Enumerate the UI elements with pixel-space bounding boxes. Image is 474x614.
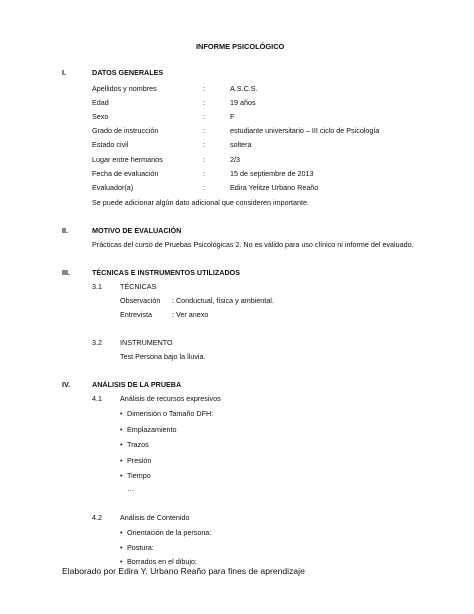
field-label: Lugar entre hermanos	[92, 155, 163, 164]
field-label: Apellidos y nombres	[92, 84, 157, 93]
section-note: Se puede adicionar algún dato adicional que consideren importante.	[92, 198, 309, 207]
section-number: IV.	[62, 380, 71, 389]
field-label: Grado de instrucción	[92, 126, 159, 135]
subsection-heading: Análisis de Contenido	[120, 513, 190, 522]
bullet-item: Emplazamiento	[127, 425, 177, 434]
bullet-icon: •	[120, 543, 123, 552]
bullet-icon: •	[120, 456, 123, 465]
field-value: soltera	[230, 140, 252, 149]
bullet-item: Borrados en el dibujo:	[127, 557, 197, 566]
bullet-item: Dimensión o Tamaño DFH:	[127, 409, 214, 418]
field-label: Estado civil	[92, 140, 129, 149]
field-value: F	[230, 112, 235, 121]
bullet-item: Tiempo	[127, 471, 151, 480]
field-value: 19 años	[230, 98, 256, 107]
field-separator: :	[203, 84, 205, 93]
bullet-icon: •	[120, 409, 123, 418]
field-separator: :	[203, 140, 205, 149]
field-separator: :	[203, 112, 205, 121]
section-heading: MOTIVO DE EVALUACIÓN	[92, 226, 182, 235]
bullet-icon: •	[120, 425, 123, 434]
technique-label: Entrevista	[120, 310, 152, 319]
field-separator: :	[203, 169, 205, 178]
field-separator: :	[203, 183, 205, 192]
subsection-heading: Análisis de recursos expresivos	[120, 394, 221, 403]
bullet-icon: •	[120, 440, 123, 449]
technique-label: Observación	[120, 296, 161, 305]
field-separator: :	[203, 126, 205, 135]
field-label: Evaluador(a)	[92, 183, 134, 192]
bullet-icon: •	[120, 528, 123, 537]
field-value: estudiante universitario – III ciclo de Psicología	[230, 126, 380, 135]
field-value: Edira Yelitze Urbano Reaño	[230, 183, 319, 192]
bullet-item: Trazos	[127, 440, 149, 449]
bullet-item: Postura:	[127, 543, 154, 552]
subsection-number: 3.2	[92, 338, 102, 347]
subsection-heading: INSTRUMENTO	[120, 338, 173, 347]
field-value: 2/3	[230, 155, 240, 164]
subsection-number: 4.2	[92, 513, 102, 522]
section-number: III.	[62, 268, 70, 277]
field-value: 15 de septiembre de 2013	[230, 169, 314, 178]
field-label: Fecha de evaluación	[92, 169, 159, 178]
field-separator: :	[203, 98, 205, 107]
section-number: II.	[62, 226, 68, 235]
technique-value: : Ver anexo	[172, 310, 209, 319]
field-label: Sexo	[92, 112, 109, 121]
field-value: A.S.C.S.	[230, 84, 258, 93]
ellipsis: …	[127, 484, 135, 493]
report-title: INFORME PSICOLÓGICO	[196, 42, 285, 51]
subsection-number: 4.1	[92, 394, 102, 403]
bullet-icon: •	[120, 557, 123, 566]
section-heading: TÉCNICAS E INSTRUMENTOS UTILIZADOS	[92, 268, 241, 277]
subsection-text: Test Persona bajo la lluvia.	[120, 352, 206, 361]
field-separator: :	[203, 155, 205, 164]
subsection-number: 3.1	[92, 282, 102, 291]
section-number: I.	[62, 68, 66, 77]
section-heading: ANÁLISIS DE LA PRUEBA	[92, 380, 182, 389]
bullet-icon: •	[120, 471, 123, 480]
section-text: Prácticas del curso de Pruebas Psicológicas 2. No es válido para uso clínico ni informe del evaluado.	[92, 240, 414, 249]
technique-value: : Conductual, física y ambiental.	[172, 296, 274, 305]
bullet-item: Orientación de la persona:	[127, 528, 212, 537]
page-footer: Elaborado por Edira Y. Urbano Reaño para fines de aprendizaje	[62, 566, 305, 576]
bullet-item: Presión	[127, 456, 152, 465]
section-heading: DATOS GENERALES	[92, 68, 164, 77]
field-label: Edad	[92, 98, 109, 107]
subsection-heading: TÉCNICAS	[120, 282, 157, 291]
